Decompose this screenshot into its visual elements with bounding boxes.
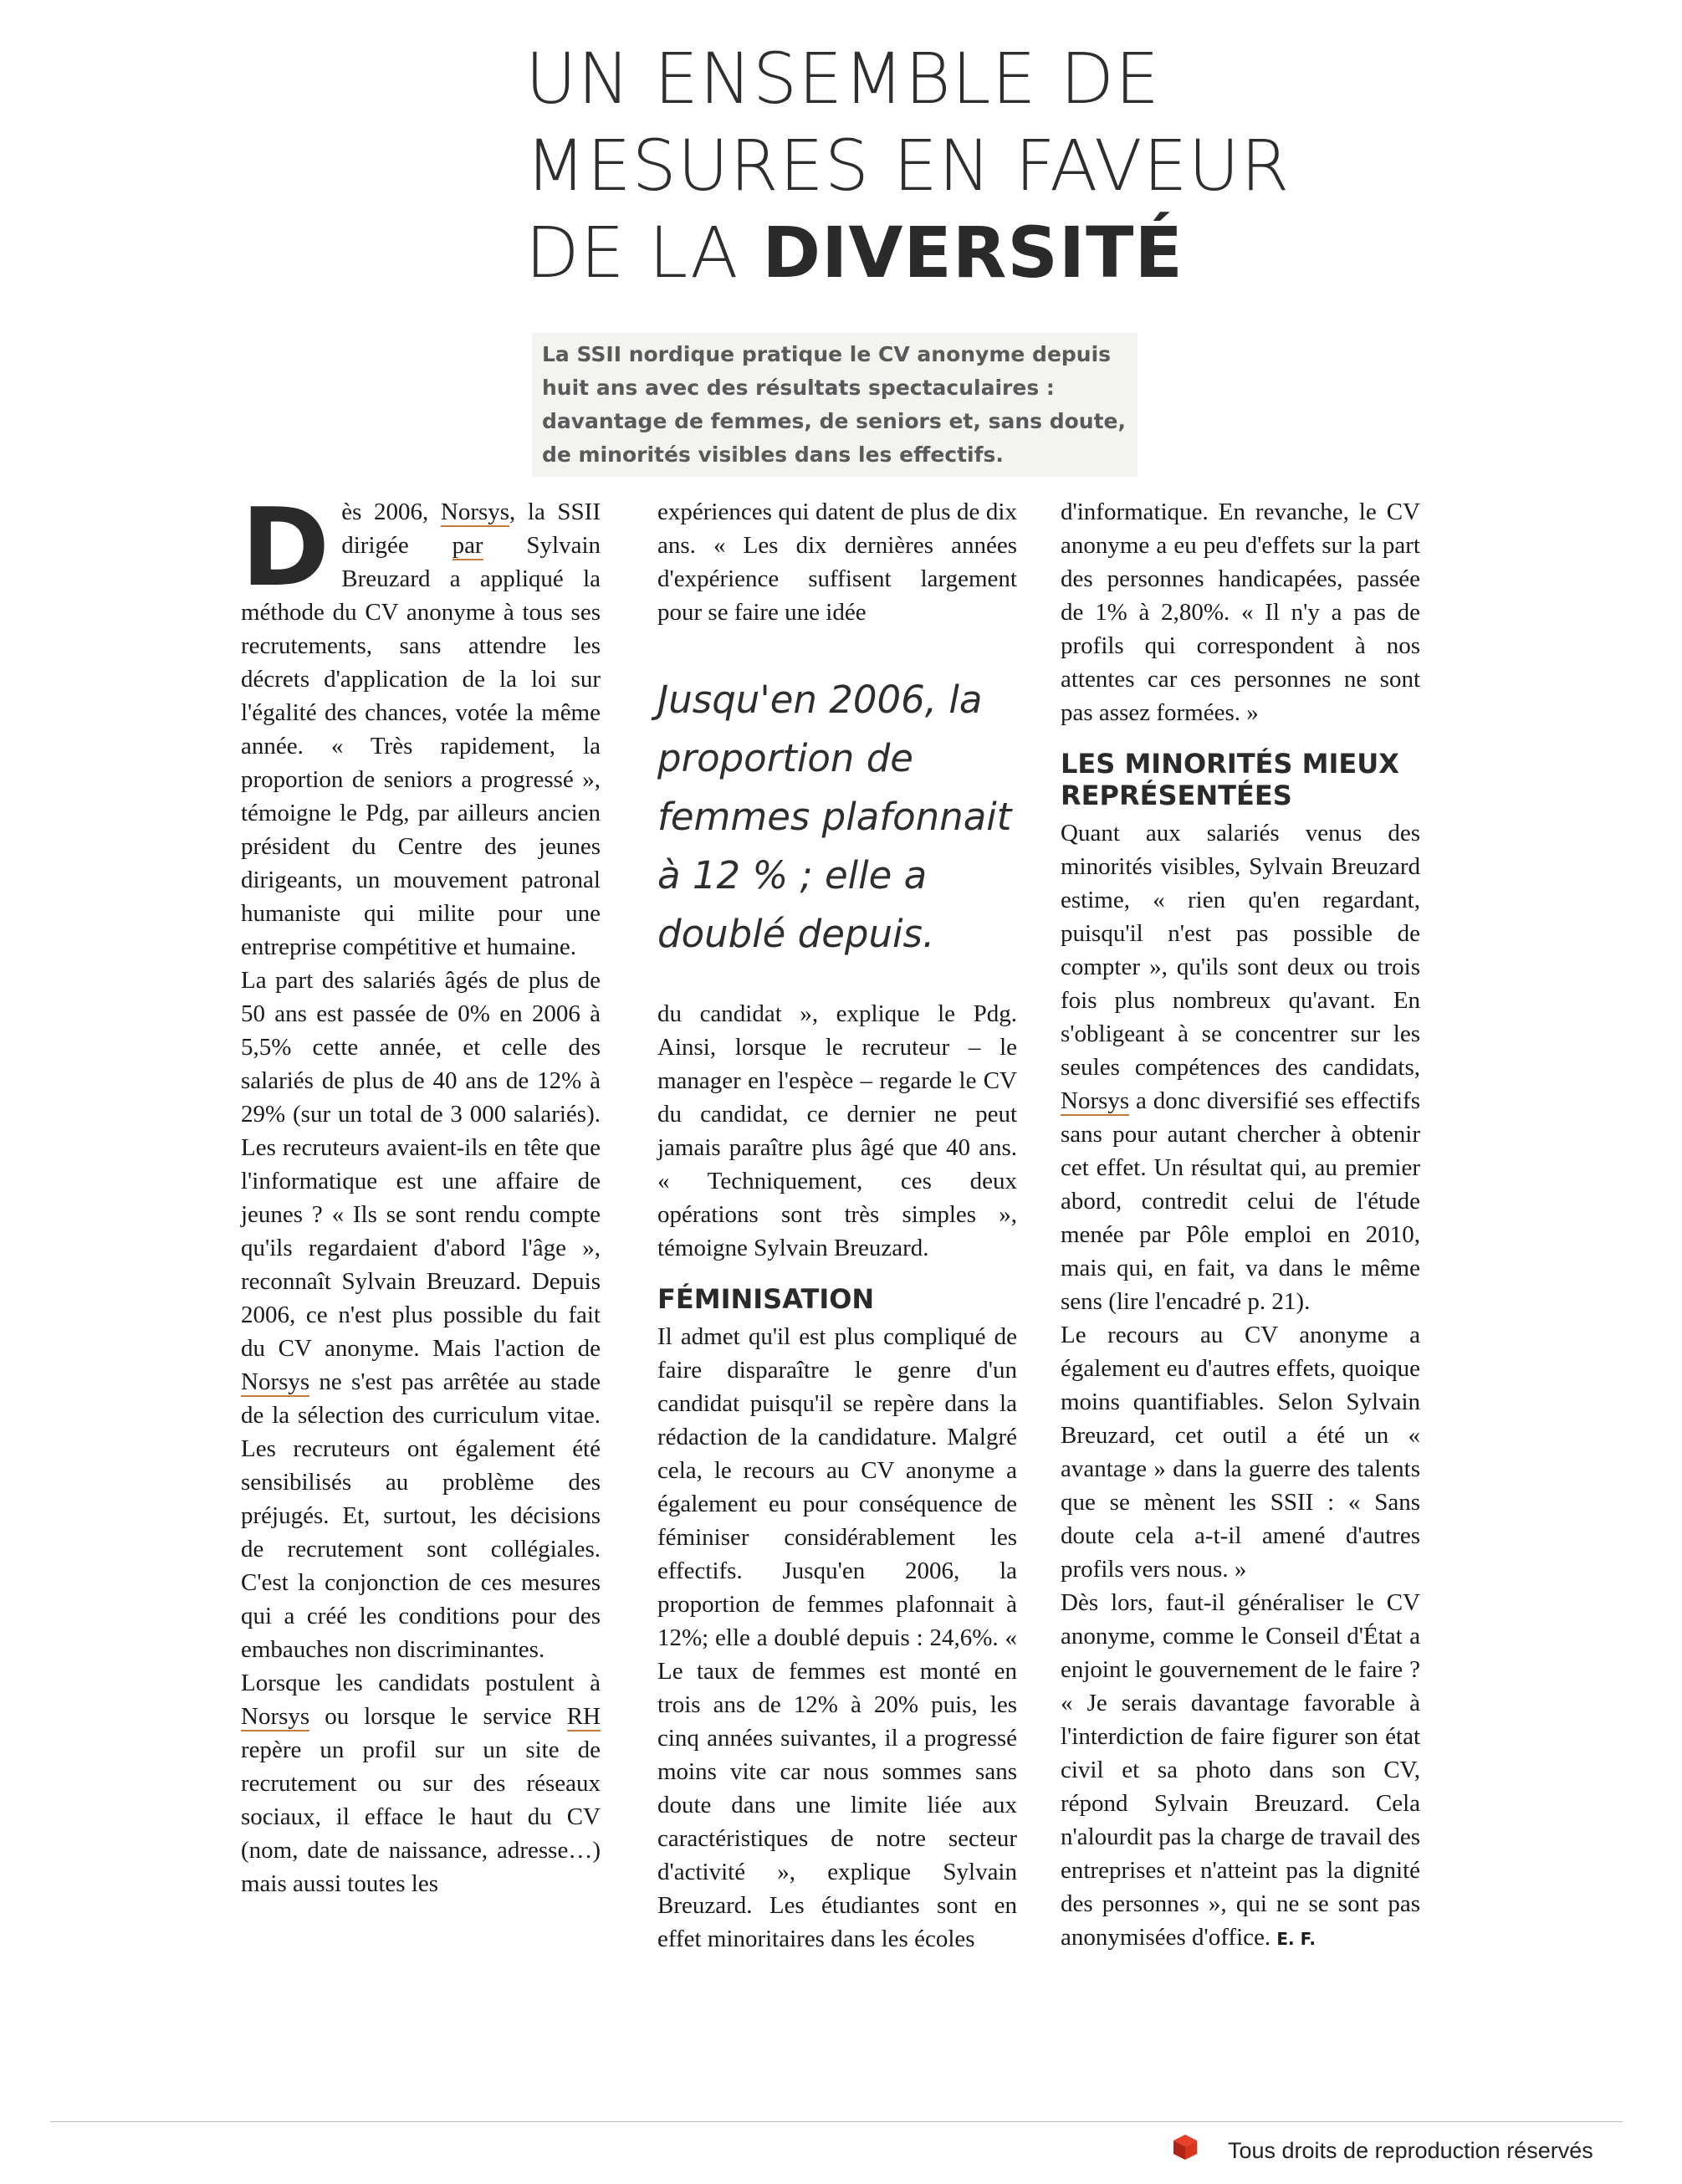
paragraph: [1061, 1586, 1420, 1956]
paragraph: Le recours au CV anonyme a également eu d'autres effets, quoique moins quantifiables. Selon Sylvain Breuzard, cet outil a été un « avantage » dans la guerre des talents que se mènent les SSII : « Sans doute cela a-t-il amené d'autres profils vers nous. »: [1061, 1322, 1420, 1583]
paragraph: Il admet qu'il est plus compliqué de faire disparaître le genre d'un candidat puisqu'il se repère dans la rédaction de la candidature. Malgré cela, le recours au CV anonyme a également eu pour conséquence de féminiser considérablement les effectifs. Jusqu'en 2006, la proportion de femmes plafonnait à 12%; elle a doublé depuis : 24,6%. « Le taux de femmes est monté en trois ans de 12% à 20% puis, les cinq années suivantes, il a progressé moins vite car nous sommes sans doute dans une limite liée aux caractéristiques de notre secteur d'activité », explique Sylvain Breuzard. Les étudiantes sont en effet minoritaires dans les écoles: [657, 1323, 1017, 1952]
title-line-3-prefix: DE LA: [525, 212, 739, 294]
red-cube-icon: [1171, 2133, 1199, 2161]
title-line-3-bold: DIVERSITÉ: [762, 212, 1184, 294]
norsys-underlined: Norsys: [241, 1368, 310, 1395]
article-column-2: [657, 495, 1017, 1956]
footer-divider: [50, 2121, 1623, 2122]
text-run: ou lorsque le service: [309, 1703, 567, 1730]
paragraph: [241, 486, 601, 964]
rh-underlined: RH: [566, 1703, 601, 1730]
text-run: ès 2006,: [341, 499, 441, 525]
par-underlined: par: [452, 532, 483, 559]
text-run: Quant aux salariés venus des minorités visibles, Sylvain Breuzard estime, « rien qu'en regardant, puisqu'il n'est pas possible de compter », qu'ils sont deux ou trois fois plus nombreux qu'avant. En s'obligeant à se concentrer sur les seules compétences des candidats,: [1061, 820, 1420, 1081]
text-run: Dès lors, faut-il généraliser le CV anonyme, comme le Conseil d'État a enjoint le gouvernement de le faire ? « Je serais davantage favorable à l'interdiction de faire figurer son état civil et sa photo dans son CV, répond Sylvain Breuzard. Cela n'alourdit pas la charge de travail des entreprises et n'atteint pas la dignité des personnes », qui ne se sont pas anonymisées d'office.: [1061, 1589, 1420, 1951]
text-run: Lorsque les candidats postulent à: [241, 1670, 601, 1696]
title-line-1: UN ENSEMBLE DE: [525, 38, 1161, 120]
norsys-underlined: Norsys: [1061, 1087, 1130, 1114]
author-initials: E. F.: [1276, 1929, 1316, 1949]
text-run: Sylvain Breuzard a appliqué la méthode du CV anonyme à tous ses recrutements, sans attendre les décrets d'application de la loi sur l'égalité des chances, votée la même année. « Très rapidement, la proportion de seniors a progressé », témoigne le Pdg, par ailleurs ancien président du Centre des jeunes dirigeants, un mouvement patronal humaniste qui milite pour une entreprise compétitive et humaine.: [241, 532, 601, 960]
paragraph: [241, 1666, 601, 1900]
paragraph: d'informatique. En revanche, le CV anonyme a eu peu d'effets sur la part des personnes handicapées, passée de 1% à 2,80%. « Il n'y a pas de profils qui correspondent à nos attentes car ces personnes ne sont pas assez formées. »: [1061, 499, 1420, 726]
article-title: [525, 35, 1362, 296]
text-run: a donc diversifié ses effectifs sans pour autant chercher à obtenir cet effet. Un résultat qui, au premier abord, contredit celui de l'étude menée par Pôle emploi en 2010, mais qui, en fait, va dans le même sens (lire l'encadré p. 21).: [1061, 1087, 1420, 1315]
subhead-minorites: LES MINORITÉS MIEUX REPRÉSENTÉES: [1061, 748, 1399, 811]
title-line-2: MESURES EN FAVEUR: [525, 125, 1291, 207]
text-run: La part des salariés âgés de plus de 50 ans est passée de 0% en 2006 à 5,5% cette année, et celle des salariés de plus de 40 ans de 12% à 29% (sur un total de 3 000 salariés). Les recruteurs avaient-ils en tête que l'informatique est une affaire de jeunes ? « Ils se sont rendu compte qu'ils regardaient d'abord l'âge », reconnaît Sylvain Breuzard. Depuis 2006, ce n'est plus possible du fait du CV anonyme. Mais l'action de: [241, 967, 601, 1362]
norsys-underlined: Norsys: [440, 499, 510, 525]
paragraph: du candidat », explique le Pdg. Ainsi, lorsque le recruteur – le manager en l'espèce – regarde le CV du candidat, ce dernier ne peut jamais paraître plus âgé que 40 ans. « Techniquement, ces deux opérations sont très simples », témoigne Sylvain Breuzard.: [657, 1000, 1017, 1261]
article-column-1: [241, 486, 601, 1900]
paragraph: [241, 964, 601, 1666]
text-run: repère un profil sur un site de recrutement ou sur des réseaux sociaux, il efface le haut du CV (nom, date de naissance, adresse…) mais aussi toutes les: [241, 1736, 601, 1897]
article-column-3: [1061, 495, 1420, 1956]
standfirst: La SSII nordique pratique le CV anonyme depuis huit ans avec des résultats spectaculaires : davantage de femmes, de seniors et, sans doute, de minorités visibles dans les effectifs.: [532, 333, 1138, 477]
text-run: ne s'est pas arrêtée au stade de la sélection des curriculum vitae. Les recruteurs ont également été sensibilisés au problème des préjugés. Et, surtout, les décisions de recrutement sont collégiales. C'est la conjonction de ces mesures qui a créé les conditions pour des embauches non discriminantes.: [241, 1368, 601, 1663]
paragraph: [1061, 816, 1420, 1318]
pull-quote: Jusqu'en 2006, la proportion de femmes plafonnait à 12 % ; elle a doublé depuis.: [657, 678, 1012, 956]
footer-rights: Tous droits de reproduction réservés: [1228, 2138, 1593, 2163]
text-run: , la SSII dirigée: [341, 499, 601, 559]
subhead-feminisation: FÉMINISATION: [657, 1283, 875, 1315]
paragraph: expériences qui datent de plus de dix ans. « Les dix dernières années d'expérience suffisent largement pour se faire une idée: [657, 499, 1017, 626]
drop-cap: D: [241, 486, 330, 611]
norsys-underlined: Norsys: [241, 1703, 310, 1730]
